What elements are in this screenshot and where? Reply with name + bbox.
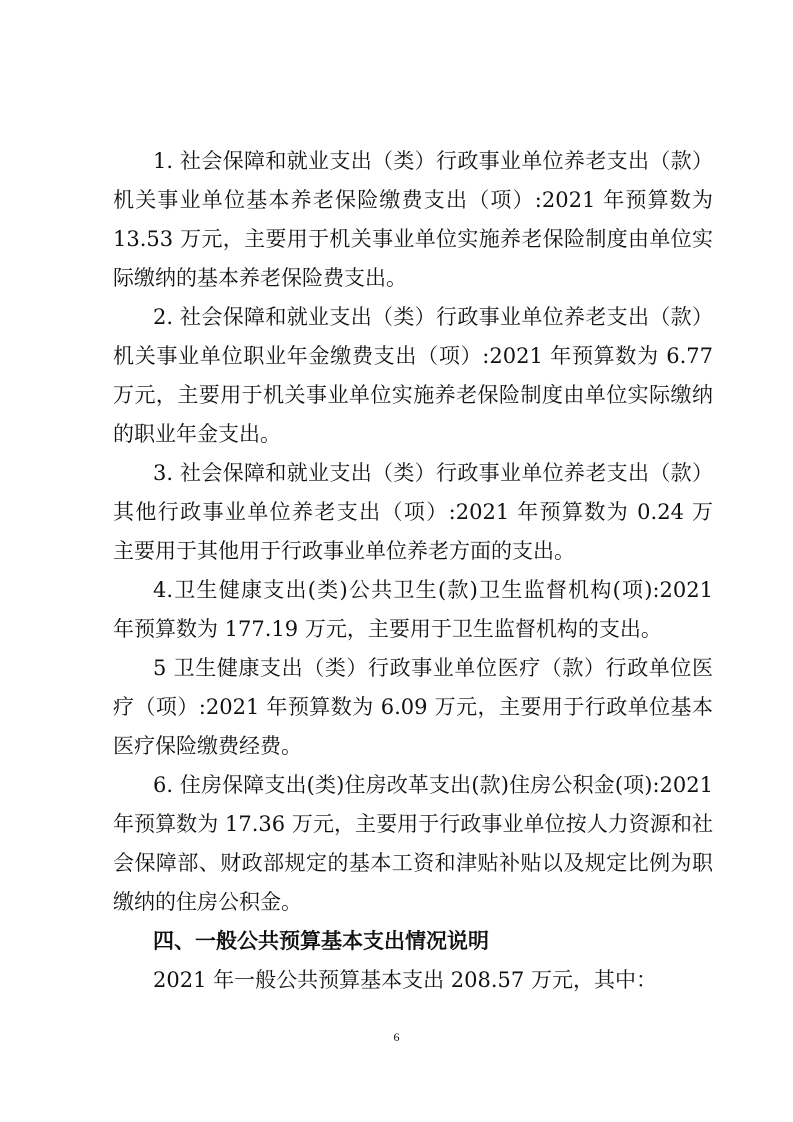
budget-item-4-line-2: 年预算数为 177.19 万元，主要用于卫生监督机构的支出。 bbox=[113, 617, 662, 641]
budget-item-6-line-1: 6. 住房保障支出(类)住房改革支出(款)住房公积金(项):2021 bbox=[153, 773, 713, 797]
budget-item-1 bbox=[113, 142, 713, 298]
budget-item-5 bbox=[113, 649, 713, 766]
budget-item-6 bbox=[113, 766, 713, 922]
budget-item-2-line-2: 机关事业单位职业年金缴费支出（项）:2021 年预算数为 6.77 bbox=[113, 344, 713, 368]
page-number: 6 bbox=[393, 1030, 400, 1044]
budget-item-2-line-4: 的职业年金支出。 bbox=[113, 422, 281, 446]
budget-item-1-line-1: 1. 社会保障和就业支出（类）行政事业单位养老支出（款） bbox=[153, 149, 713, 173]
budget-item-5-line-3: 医疗保险缴费经费。 bbox=[113, 734, 302, 758]
document-body bbox=[113, 142, 713, 1000]
budget-item-3-line-3: 主要用于其他用于行政事业单位养老方面的支出。 bbox=[113, 539, 575, 563]
budget-item-6-line-4: 缴纳的住房公积金。 bbox=[113, 890, 302, 914]
budget-item-3-line-2: 其他行政事业单位养老支出（项）:2021 年预算数为 0.24 万 bbox=[113, 500, 713, 524]
budget-item-1-line-3: 13.53 万元，主要用于机关事业单位实施养老保险制度由单位实 bbox=[113, 227, 713, 251]
budget-item-2 bbox=[113, 298, 713, 454]
budget-item-4-line-1: 4.卫生健康支出(类)公共卫生(款)卫生监督机构(项):2021 bbox=[153, 578, 713, 602]
budget-item-2-line-3: 万元，主要用于机关事业单位实施养老保险制度由单位实际缴纳 bbox=[113, 383, 713, 407]
budget-item-1-line-2: 机关事业单位基本养老保险缴费支出（项）:2021 年预算数为 bbox=[113, 188, 713, 212]
budget-item-6-line-2: 年预算数为 17.36 万元，主要用于行政事业单位按人力资源和社 bbox=[113, 812, 713, 836]
budget-item-3 bbox=[113, 454, 713, 571]
section-heading: 四、一般公共预算基本支出情况说明 bbox=[153, 929, 489, 953]
budget-item-3-line-1: 3. 社会保障和就业支出（类）行政事业单位养老支出（款） bbox=[153, 461, 713, 485]
budget-item-5-line-2: 疗（项）:2021 年预算数为 6.09 万元，主要用于行政单位基本 bbox=[113, 695, 713, 719]
section-intro-text: 2021 年一般公共预算基本支出 208.57 万元，其中： bbox=[153, 968, 657, 992]
budget-item-6-line-3: 会保障部、财政部规定的基本工资和津贴补贴以及规定比例为职 bbox=[113, 851, 713, 875]
budget-item-4 bbox=[113, 571, 713, 649]
budget-item-5-line-1: 5 卫生健康支出（类）行政事业单位医疗（款）行政单位医 bbox=[153, 656, 713, 680]
budget-item-1-line-4: 际缴纳的基本养老保险费支出。 bbox=[113, 266, 407, 290]
budget-item-2-line-1: 2. 社会保障和就业支出（类）行政事业单位养老支出（款） bbox=[153, 305, 713, 329]
